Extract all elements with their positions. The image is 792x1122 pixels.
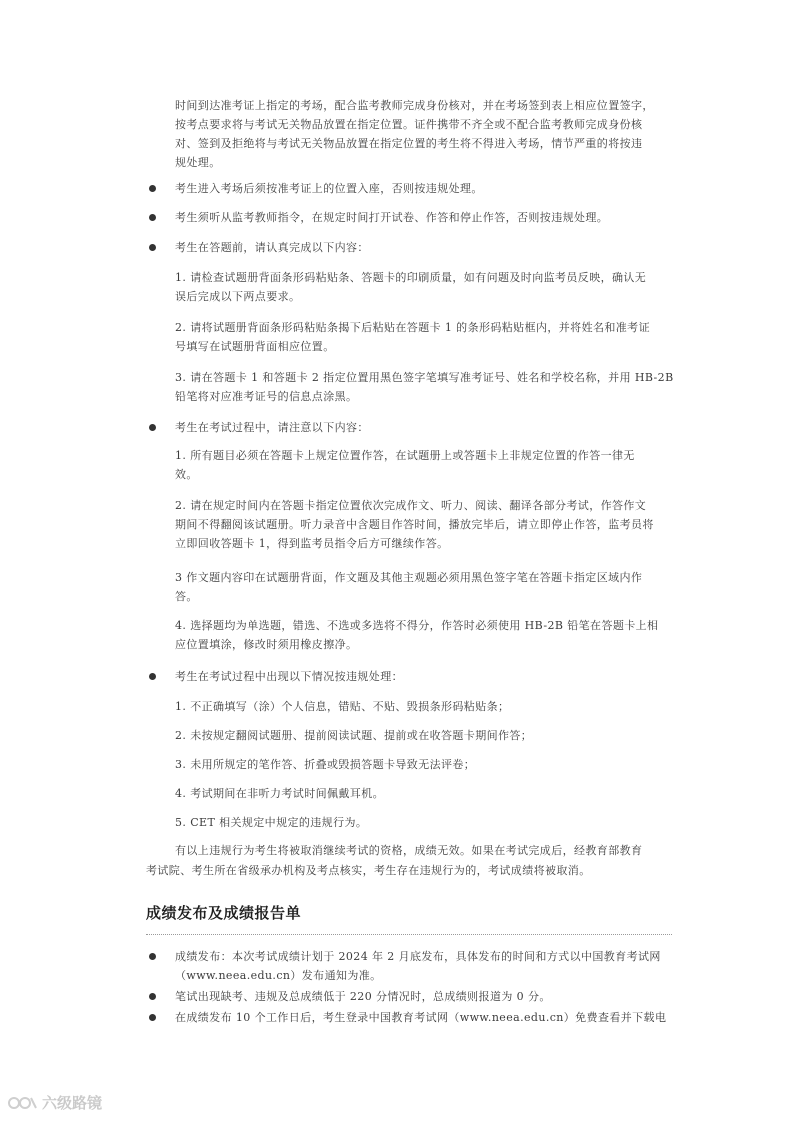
before-item-2: 2. 请将试题册背面条形码粘贴条揭下后粘贴在答题卡 1 的条形码粘贴框内，并将姓名和准考证 号填写在试题册背面相应位置。	[175, 321, 650, 353]
watermark-text: 六级路镜	[42, 1094, 103, 1112]
bullet-before: 考生在答题前，请认真完成以下内容：	[175, 241, 369, 254]
score-bullet-2: 笔试出现缺考、违规及总成绩低于 220 分情况时，总成绩则报道为 0 分。	[175, 990, 551, 1003]
violation-item-1: 1. 不正确填写（涂）个人信息，错贴、不贴、毁损条形码粘贴条；	[175, 700, 510, 713]
bullet-icon	[149, 993, 156, 1000]
text-line: 对、签到及拒绝将与考试无关物品放置在指定位置的考生将不得进入考场，情节严重的将按违	[175, 137, 643, 150]
bullet-instructions: 考生须听从监考教师指令，在规定时间打开试卷、作答和停止作答，否则按违规处理。	[175, 211, 609, 224]
bullet-icon	[149, 1014, 156, 1021]
text-line: 时间到达准考证上指定的考场，配合监考教师完成身份核对，并在考场签到表上相应位置签字，	[175, 99, 654, 112]
section-divider	[146, 934, 672, 935]
violation-item-3: 3. 未用所规定的笔作答、折叠或毁损答题卡导致无法评卷；	[175, 758, 476, 771]
before-item-1: 1. 请检查试题册背面条形码粘贴条、答题卡的印刷质量，如有问题及时向监考员反映，确认无 误后完成以下两点要求。	[175, 271, 647, 303]
watermark-logo-icon	[8, 1093, 38, 1113]
violation-item-2: 2. 未按规定翻阅试题册、提前阅读试题、提前或在收答题卡期间作答；	[175, 729, 533, 742]
bullet-violation: 考生在考试过程中出现以下情况按违规处理：	[175, 670, 403, 683]
bullet-icon	[149, 953, 156, 960]
section-heading: 成绩发布及成绩报告单	[146, 904, 302, 922]
bullet-seat: 考生进入考场后须按准考证上的位置入座，否则按违规处理。	[175, 182, 483, 195]
bullet-icon	[149, 244, 156, 251]
closing-paragraph-cont: 考试院、考生所在省级承办机构及考点核实，考生存在违规行为的，考试成绩将被取消。	[146, 864, 591, 877]
bullet-icon	[149, 673, 156, 680]
bullet-icon	[149, 214, 156, 221]
during-item-4: 4. 选择题均为单选题，错选、不选或多选将不得分，作答时必须使用 HB-2B 铅笔在答题卡上相 应位置填涂，修改时须用橡皮擦净。	[175, 619, 659, 651]
intro-paragraph	[175, 96, 654, 172]
bullet-icon	[149, 185, 156, 192]
text-line: 规处理。	[175, 156, 221, 169]
watermark	[8, 1092, 102, 1113]
during-item-3: 3 作文题内容印在试题册背面，作文题及其他主观题必须用黑色签字笔在答题卡指定区域内作 答。	[175, 571, 643, 603]
violation-item-4: 4. 考试期间在非听力考试时间佩戴耳机。	[175, 787, 384, 800]
score-bullet-3: 在成绩发布 10 个工作日后，考生登录中国教育考试网（www.neea.edu.cn）免费查看并下载电	[175, 1011, 667, 1024]
closing-paragraph: 有以上违规行为考生将被取消继续考试的资格，成绩无效。如果在考试完成后，经教育部教育	[175, 844, 643, 857]
bullet-during: 考生在考试过程中，请注意以下内容：	[175, 421, 369, 434]
text-line: 按考点要求将与考试无关物品放置在指定位置。证件携带不齐全或不配合监考教师完成身份核	[175, 118, 643, 131]
bullet-icon	[149, 424, 156, 431]
violation-item-5: 5. CET 相关规定中规定的违规行为。	[175, 816, 368, 829]
score-bullet-1: 成绩发布：本次考试成绩计划于 2024 年 2 月底发布，具体发布的时间和方式以中国教育考试网 （www.neea.edu.cn）发布通知为准。	[175, 950, 661, 982]
before-item-3: 3. 请在答题卡 1 和答题卡 2 指定位置用黑色签字笔填写准考证号、姓名和学校名称，并用 HB-2B 铅笔将对应准考证号的信息点涂黑。	[175, 371, 674, 403]
during-item-2: 2. 请在规定时间内在答题卡指定位置依次完成作文、听力、阅读、翻译各部分考试，作答作文 期间不得翻阅该试题册。听力录音中含题目作答时间，播放完毕后，请立即停止作答，监考员将 立即回收答题卡 1，得到监考员指令后方可继续作答。	[175, 499, 654, 550]
during-item-1: 1. 所有题目必须在答题卡上规定位置作答，在试题册上或答题卡上非规定位置的作答一律无 效。	[175, 449, 635, 481]
